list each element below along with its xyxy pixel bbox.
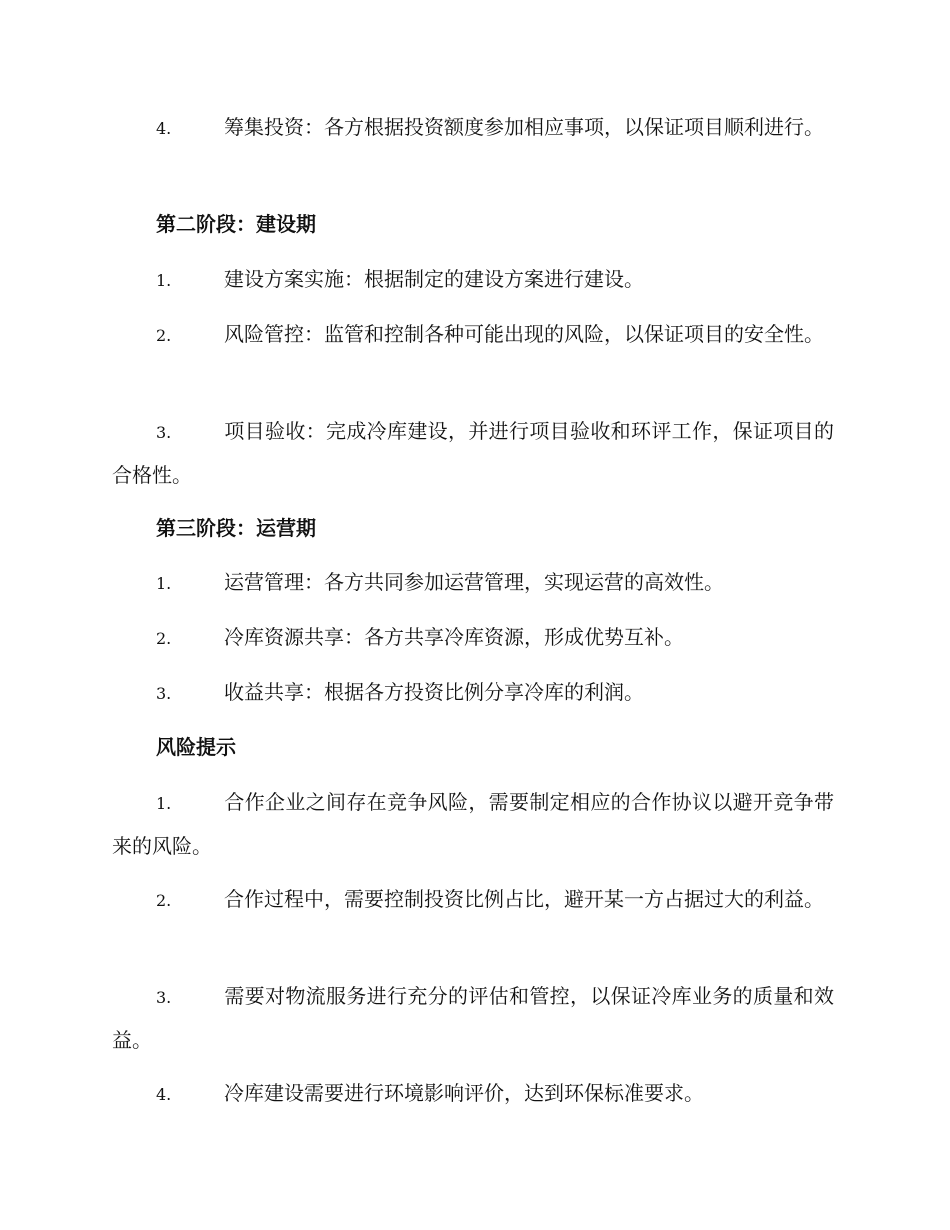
list-number: 2.: [156, 629, 172, 648]
section-heading-phase2: 第二阶段：建设期: [156, 212, 316, 236]
list-number: 1.: [156, 271, 172, 290]
list-text: 筹集投资：各方根据投资额度参加相应事项，以保证项目顺利进行。: [224, 115, 824, 139]
list-text: 风险管控：监管和控制各种可能出现的风险，以保证项目的安全性。: [224, 322, 824, 346]
list-text: 合作过程中，需要控制投资比例占比，避开某一方占据过大的利益。: [224, 887, 824, 911]
list-text: 冷库资源共享：各方共享冷库资源，形成优势互补。: [224, 625, 684, 649]
list-item-phase3-2: [112, 616, 834, 660]
list-number: 3.: [156, 988, 172, 1007]
list-item-risk-2: [112, 878, 834, 922]
list-item-phase1-4: [112, 106, 834, 150]
list-number: 4.: [156, 119, 172, 138]
list-text: 运营管理：各方共同参加运营管理，实现运营的高效性。: [224, 570, 724, 594]
list-item-phase2-2: [112, 313, 834, 357]
list-number: 4.: [156, 1085, 172, 1104]
list-item-phase2-1: [112, 258, 834, 302]
section-heading-phase3: 第三阶段：运营期: [156, 516, 316, 540]
list-number: 3.: [156, 684, 172, 703]
list-text: 项目验收：完成冷库建设，并进行项目验收和环评工作，保证项目的合格性。: [112, 419, 834, 487]
list-text: 需要对物流服务进行充分的评估和管控，以保证冷库业务的质量和效益。: [112, 984, 834, 1052]
list-text: 收益共享：根据各方投资比例分享冷库的利润。: [224, 680, 644, 704]
list-item-risk-3: [112, 975, 834, 1061]
list-text: 合作企业之间存在竞争风险，需要制定相应的合作协议以避开竞争带来的风险。: [112, 790, 834, 858]
list-number: 1.: [156, 574, 172, 593]
list-item-risk-1: [112, 781, 834, 867]
list-text: 建设方案实施：根据制定的建设方案进行建设。: [224, 267, 644, 291]
list-text: 冷库建设需要进行环境影响评价，达到环保标准要求。: [224, 1081, 704, 1105]
list-item-phase2-3: [112, 410, 834, 496]
list-item-phase3-1: [112, 561, 834, 605]
list-number: 3.: [156, 423, 172, 442]
list-item-phase3-3: [112, 671, 834, 715]
list-item-risk-4: [112, 1072, 834, 1116]
section-heading-risk: 风险提示: [156, 735, 236, 759]
list-number: 2.: [156, 891, 172, 910]
list-number: 2.: [156, 326, 172, 345]
list-number: 1.: [156, 794, 172, 813]
